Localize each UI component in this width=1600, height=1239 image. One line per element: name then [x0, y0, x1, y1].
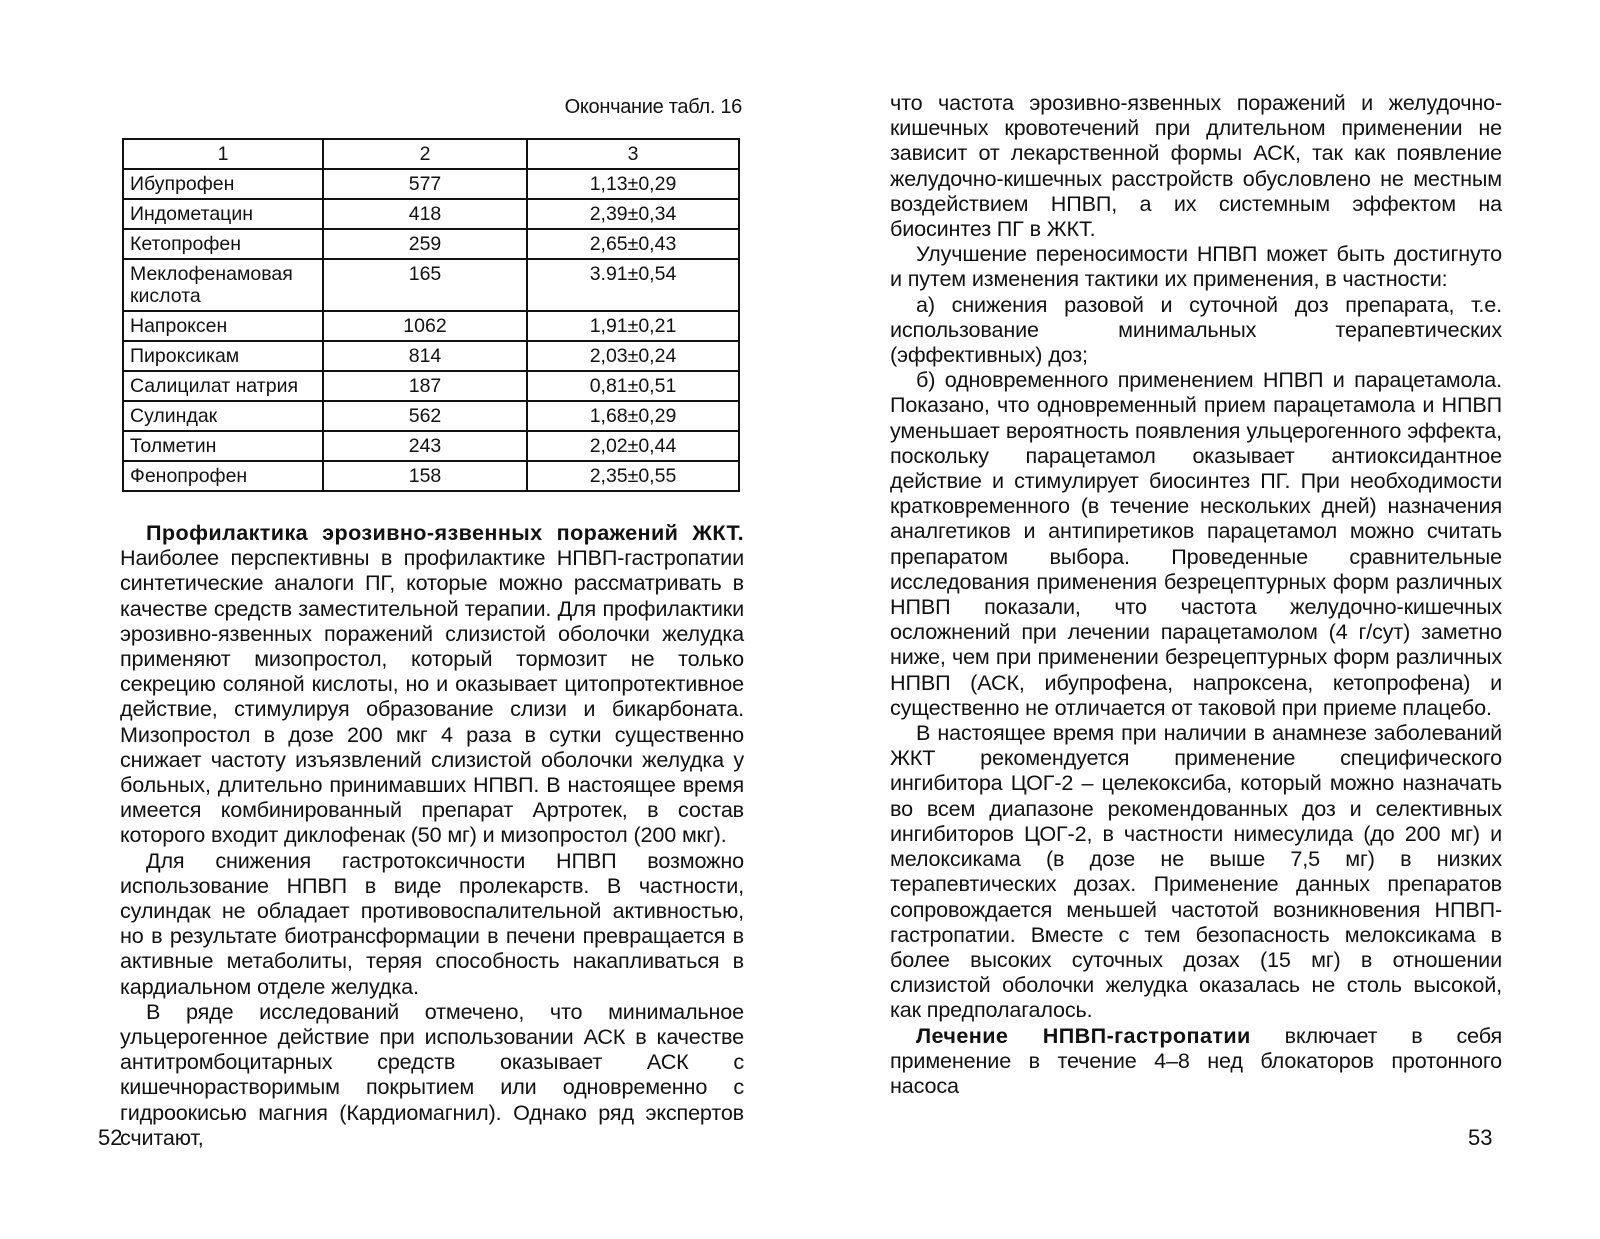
table-row	[123, 401, 739, 431]
drug-name-cell: Сулиндак	[123, 401, 323, 431]
paragraph: В настоящее время при наличии в анамнезе заболеваний ЖКТ рекомендуется применение специфического ингибитора ЦОГ-2 – целекоксиба, который можно назначать во всем диапазоне рекомендованных доз и селективных ингибиторов ЦОГ-2, в частности нимесулида (до 200 мг) и мелоксикама (в дозе не выше 7,5 мг) в низких терапевтических дозах. Применение данных препаратов сопровождается меньшей частотой возникновения НПВП-гастропатии. Вместе с тем безопасность мелоксикама в более высоких суточных дозах (15 мг) в отношении слизистой оболочки желудка оказалась не столь высокой, как предполагалось.	[890, 720, 1502, 1023]
drug-table	[122, 138, 740, 492]
drug-name-cell: Фенопрофен	[123, 461, 323, 491]
drug-name-cell: Салицилат натрия	[123, 371, 323, 401]
paragraph-text: включает в себя применение в течение 4–8 нед блокаторов протонного насоса	[890, 1022, 1503, 1098]
list-item: б) одновременного применением НПВП и парацетамола. Показано, что одновременный прием парацетамола и НПВП уменьшает вероятность появления ульцерогенного эффекта, поскольку парацетамол оказывает антиоксидантное действие и стимулирует биосинтез ПГ. При необходимости кратковременного (в течение нескольких дней) назначения аналгетиков и антипиретиков парацетамол можно считать препаратом выбора. Проведенные сравнительные исследования применения безрецептурных форм различных НПВП показали, что частота желудочно-кишечных осложнений при лечении парацетамолом (4 г/сут) заметно ниже, чем при применении безрецептурных форм различных НПВП (АСК, ибупрофена, напроксена, кетопрофена) и существенно не отличается от таковой при приеме плацебо.	[890, 367, 1502, 720]
count-cell: 562	[323, 401, 527, 431]
table-row	[123, 229, 739, 259]
header-cell: 3	[527, 139, 739, 169]
drug-name-cell: Ибупрофен	[123, 169, 323, 199]
table-header-row	[123, 139, 739, 169]
drug-name-cell: Толметин	[123, 431, 323, 461]
paragraph: что частота эрозивно-язвенных поражений и желудочно-кишечных кровотечений при длительном применении не зависит от лекарственной формы АСК, так как появление желудочно-кишечных расстройств обусловлено не местным воздействием НПВП, а их системным эффектом на биосинтез ПГ в ЖКТ.	[890, 90, 1502, 242]
table-body	[123, 139, 739, 491]
drug-name-cell: Напроксен	[123, 311, 323, 341]
left-column-text	[120, 520, 744, 1150]
value-cell: 1,13±0,29	[527, 169, 739, 199]
count-cell: 158	[323, 461, 527, 491]
value-cell: 2,39±0,34	[527, 199, 739, 229]
value-cell: 2,65±0,43	[527, 229, 739, 259]
value-cell: 2,35±0,55	[527, 461, 739, 491]
count-cell: 259	[323, 229, 527, 259]
drug-name-cell: Пироксикам	[123, 341, 323, 371]
drug-name-cell: Кетопрофен	[123, 229, 323, 259]
paragraph-text: Наиболее перспективны в профилактике НПВП-гастропатии синтетические аналоги ПГ, которые можно рассматривать в качестве средств заместительной терапии. Для профилактики эрозивно-язвенных поражений слизистой оболочки желудка применяют мизопростол, который тормозит не только секрецию соляной кислоты, но и оказывает цитопротективное действие, стимулируя образование слизи и бикарбоната. Мизопростол в дозе 200 мкг 4 раза в сутки существенно снижает частоту изъязвлений слизистой оболочки желудка у больных, длительно принимавших НПВП. В настоящее время имеется комбинированный препарат Артротек, в состав которого входит диклофенак (50 мг) и мизопростол (200 мкг).	[120, 545, 744, 848]
value-cell: 0,81±0,51	[527, 371, 739, 401]
right-column-text	[890, 90, 1502, 1098]
drug-name-cell: Меклофенамовая кислота	[123, 259, 323, 311]
value-cell: 2,02±0,44	[527, 431, 739, 461]
value-cell: 3.91±0,54	[527, 259, 739, 311]
header-cell: 1	[123, 139, 323, 169]
value-cell: 2,03±0,24	[527, 341, 739, 371]
paragraph: В ряде исследований отмечено, что минимальное ульцерогенное действие при использовании АСК в качестве антитромбоцитарных средств оказывает АСК с кишечнорастворимым покрытием или одновременно с гидроокисью магния (Кардиомагнил). Однако ряд экспертов считают,	[120, 998, 744, 1150]
section-heading: Профилактика эрозивно-язвенных поражений ЖКТ.	[146, 520, 744, 545]
table-row	[123, 169, 739, 199]
page-number: 52	[98, 1125, 123, 1150]
count-cell: 418	[323, 199, 527, 229]
table-row	[123, 431, 739, 461]
header-cell: 2	[323, 139, 527, 169]
table-caption: Окончание табл. 16	[564, 96, 742, 118]
table-row	[123, 259, 739, 311]
section-heading: Лечение НПВП-гастропатии	[916, 1022, 1251, 1048]
table-row	[123, 371, 739, 401]
count-cell: 243	[323, 431, 527, 461]
paragraph: Для снижения гастротоксичности НПВП возможно использование НПВП в виде пролекарств. В частности, сулиндак не обладает противовоспалительной активностью, но в результате биотрансформации в печени превращается в активные метаболиты, теряя способность накапливаться в кардиальном отделе желудка.	[120, 847, 744, 999]
list-item: а) снижения разовой и суточной доз препарата, т.е. использование минимальных терапевтических (эффективных) доз;	[890, 291, 1502, 368]
value-cell: 1,68±0,29	[527, 401, 739, 431]
table-row	[123, 311, 739, 341]
value-cell: 1,91±0,21	[527, 311, 739, 341]
drug-name-cell: Индометацин	[123, 199, 323, 229]
table-row	[123, 461, 739, 491]
table-row	[123, 199, 739, 229]
count-cell: 1062	[323, 311, 527, 341]
count-cell: 165	[323, 259, 527, 311]
paragraph: Улучшение переносимости НПВП может быть достигнуто и путем изменения тактики их применения, в частности:	[890, 241, 1502, 292]
page-number: 53	[1468, 1125, 1493, 1150]
count-cell: 187	[323, 371, 527, 401]
table-row	[123, 341, 739, 371]
count-cell: 577	[323, 169, 527, 199]
paragraph	[120, 520, 744, 848]
paragraph	[890, 1023, 1502, 1099]
count-cell: 814	[323, 341, 527, 371]
